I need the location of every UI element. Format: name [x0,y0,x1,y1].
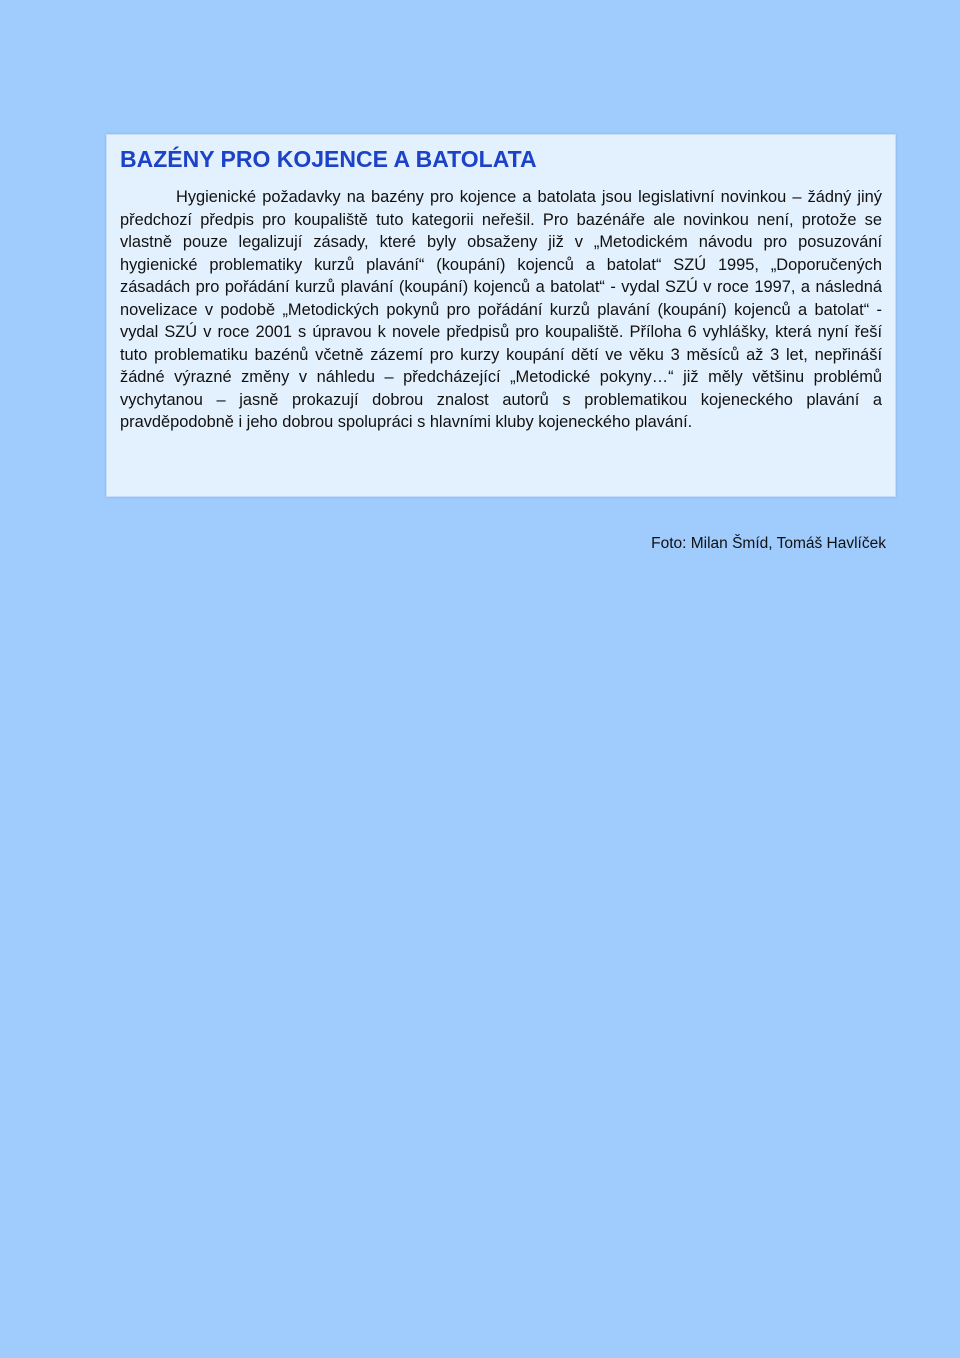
article-title: BAZÉNY PRO KOJENCE A BATOLATA [120,146,537,172]
article-text-box [106,134,896,497]
article-body: Hygienické požadavky na bazény pro kojence a batolata jsou legislativní novinkou – žádný jiný předchozí předpis pro koupaliště tuto kategorii neřešil. Pro bazénáře ale novinkou není, protože se vlastně pouze legalizují zásady, které byly obsaženy již v „Metodickém návodu pro posuzování hygienické problematiky kurzů plavání“ (koupání) kojenců a batolat“ SZÚ 1995, „Doporučených zásadách pro pořádání kurzů plavání (koupání) kojenců a batolat“ - vydal SZÚ v roce 1997, a následná novelizace v podobě „Metodických pokynů pro pořádání kurzů plavání (koupání) kojenců a batolat“ - vydal SZÚ v roce 2001 s úpravou k novele předpisů pro koupaliště. Příloha 6 vyhlášky, která nyní řeší tuto problematiku bazénů včetně zázemí pro kurzy koupání dětí ve věku 3 měsíců až 3 let, nepřináší žádné výrazné změny v náhledu – předcházející „Metodické pokyny…“ již měly většinu problémů vychytanou – jasně prokazují dobrou znalost autorů s problematikou kojeneckého plavání a pravděpodobně i jeho dobrou spolupráci s hlavními kluby kojeneckého plavání. [120,188,882,431]
photo-credit: Foto: Milan Šmíd, Tomáš Havlíček [651,535,886,552]
